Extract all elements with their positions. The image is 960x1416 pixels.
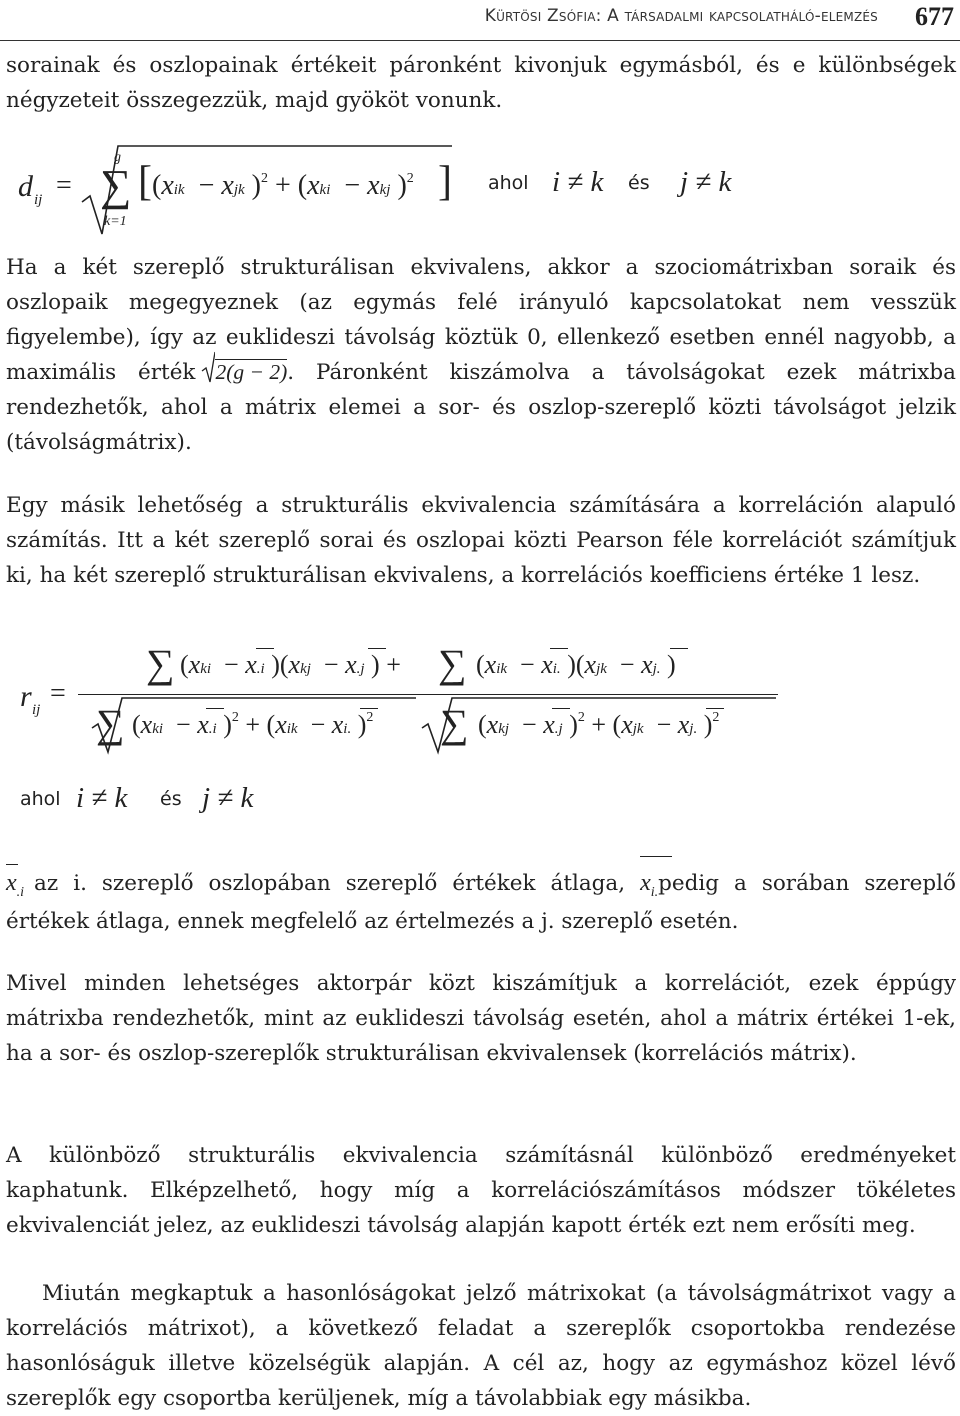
paragraph-2-text-a: Ha a két szereplő strukturálisan ekvivalens, akkor a szociomátrixban soraik és oszlopaik megegyeznek (az egymás felé irányuló kapcsolatokat nem vesszük figyelembe), így az euklideszi távolság köztük 0, ellenkező esetben ennél nagyobb, a maximális érték bbox=[6, 255, 956, 385]
mean-row-symbol: $x_{i.}$ bbox=[640, 866, 658, 904]
formula2-lhs-sub: ij bbox=[32, 702, 41, 718]
page-number: 677 bbox=[915, 2, 954, 31]
mean-bar bbox=[256, 648, 274, 649]
mean-bar bbox=[368, 648, 386, 649]
mean-bar bbox=[670, 648, 688, 649]
page-header bbox=[0, 0, 960, 41]
paragraph-4-text-a: az i. szereplő oszlopában szereplő értékek átlaga, bbox=[34, 871, 626, 896]
paragraph-7: Miután megkaptuk a hasonlóságokat jelző mátrixokat (a távolságmátrixot vagy a korrelációs mátrixot), a következő feladat a szereplők csoportokba rendezése hasonlóságuk illetve közelségük alapján. A cél az, hogy az egymáshoz közel lévő szereplők egy csoportba kerüljenek, míg a távolabbiak egy másikba. bbox=[6, 1281, 956, 1411]
numerator-term-2: (xik − xi. )(xjk − xj. ) bbox=[476, 650, 676, 679]
condition2-i-not-k: i ≠ k bbox=[76, 782, 128, 814]
formula-lhs-sub: ij bbox=[34, 192, 43, 208]
numerator-sum-1: ∑ bbox=[146, 641, 175, 686]
denominator-sum-1: ∑ bbox=[96, 701, 125, 746]
denominator-sum-2: ∑ bbox=[440, 701, 469, 746]
mean-column-symbol: $x_{.i}$ bbox=[6, 866, 24, 904]
formula2-lhs: r bbox=[20, 680, 32, 713]
numerator-term-1: (xki − x.i )(xkj − x.j ) + bbox=[180, 650, 401, 679]
condition-i-not-k: i ≠ k bbox=[552, 166, 604, 198]
es-label: és bbox=[628, 172, 650, 194]
condition2-j-not-k: j ≠ k bbox=[202, 782, 254, 814]
paragraph-3: Egy másik lehetőség a strukturális ekvivalencia számítására a korreláción alapuló számítás. Itt a két szereplő sorai és oszlopai közti Pearson féle korrelációt számítjuk ki, ha két szereplő strukturálisan ekvivalens, a korrelációs koefficiens értéke 1 lesz. bbox=[6, 493, 956, 588]
denominator-term-1: (xki − x.i )$^2$ + (xik − xi. )$^2$ bbox=[132, 710, 374, 739]
formula-body: (xik − xjk )$^2$ + (xki − xkj )$^2$ bbox=[152, 170, 414, 201]
mean-bar bbox=[206, 708, 224, 709]
paragraph-2-text-b: . Páronként kiszámolva a távolságokat ezek mátrixba rendezhetők, ahol a mátrix elemei a sor- és oszlop-szereplő közti távolságot jelzik (távolságmátrix). bbox=[6, 360, 956, 455]
sum-sign: ∑ bbox=[100, 161, 132, 210]
left-bracket: [ bbox=[138, 159, 152, 205]
paragraph-1: sorainak és oszlopainak értékeit páronként kivonjuk egymásból, és e különbségek négyzeteit összegezzük, majd gyököt vonunk. bbox=[6, 53, 956, 113]
mean-bar bbox=[360, 708, 378, 709]
running-title: Kürtösi Zsófia: A társadalmi kapcsolatháló-elemzés bbox=[484, 6, 878, 26]
sum-upper-limit: g bbox=[114, 150, 121, 165]
fraction-bar bbox=[78, 694, 778, 695]
paragraph-4-text-b: pedig a sorában szereplő értékek átlaga, ennek megfelelő az értelmezés a j. szereplő esetén. bbox=[6, 871, 956, 934]
mean-bar bbox=[552, 708, 570, 709]
equals-sign-2: = bbox=[50, 678, 66, 709]
mean-bar bbox=[706, 708, 724, 709]
right-bracket: ] bbox=[438, 159, 452, 205]
formula-lhs: d bbox=[18, 170, 33, 203]
max-value-radical: 2(g − 2) bbox=[201, 355, 287, 390]
es-label-2: és bbox=[160, 788, 182, 810]
numerator-sum-2: ∑ bbox=[438, 641, 467, 686]
paragraph-4 bbox=[6, 866, 956, 939]
sum-lower-limit: k=1 bbox=[104, 214, 127, 229]
correlation-formula bbox=[0, 636, 960, 836]
paragraph-6: A különböző strukturális ekvivalencia számításnál különböző eredményeket kaphatunk. Elképzelhető, hogy míg a korrelációszámításos módszer tökéletes ekvivalenciát jelez, az euklideszi távolság alapján kapott érték ezt nem erősíti meg. bbox=[6, 1143, 956, 1238]
ahol-label-2: ahol bbox=[20, 788, 61, 810]
paragraph-2 bbox=[6, 250, 956, 460]
equals-sign: = bbox=[56, 170, 72, 201]
euclidean-distance-formula bbox=[0, 140, 960, 250]
paragraph-5: Mivel minden lehetséges aktorpár közt kiszámítjuk a korrelációt, ezek éppúgy mátrixba rendezhetők, mint az euklideszi távolság esetén, ahol a mátrix értékei 1-ek, ha a sor- és oszlop-szereplők strukturálisan ekvivalensek (korrelációs mátrix). bbox=[6, 971, 956, 1066]
ahol-label: ahol bbox=[488, 172, 529, 194]
denominator-term-2: (xkj − x.j )$^2$ + (xjk − xj. )$^2$ bbox=[478, 710, 720, 739]
condition-j-not-k: j ≠ k bbox=[680, 166, 732, 198]
mean-bar bbox=[550, 648, 568, 649]
